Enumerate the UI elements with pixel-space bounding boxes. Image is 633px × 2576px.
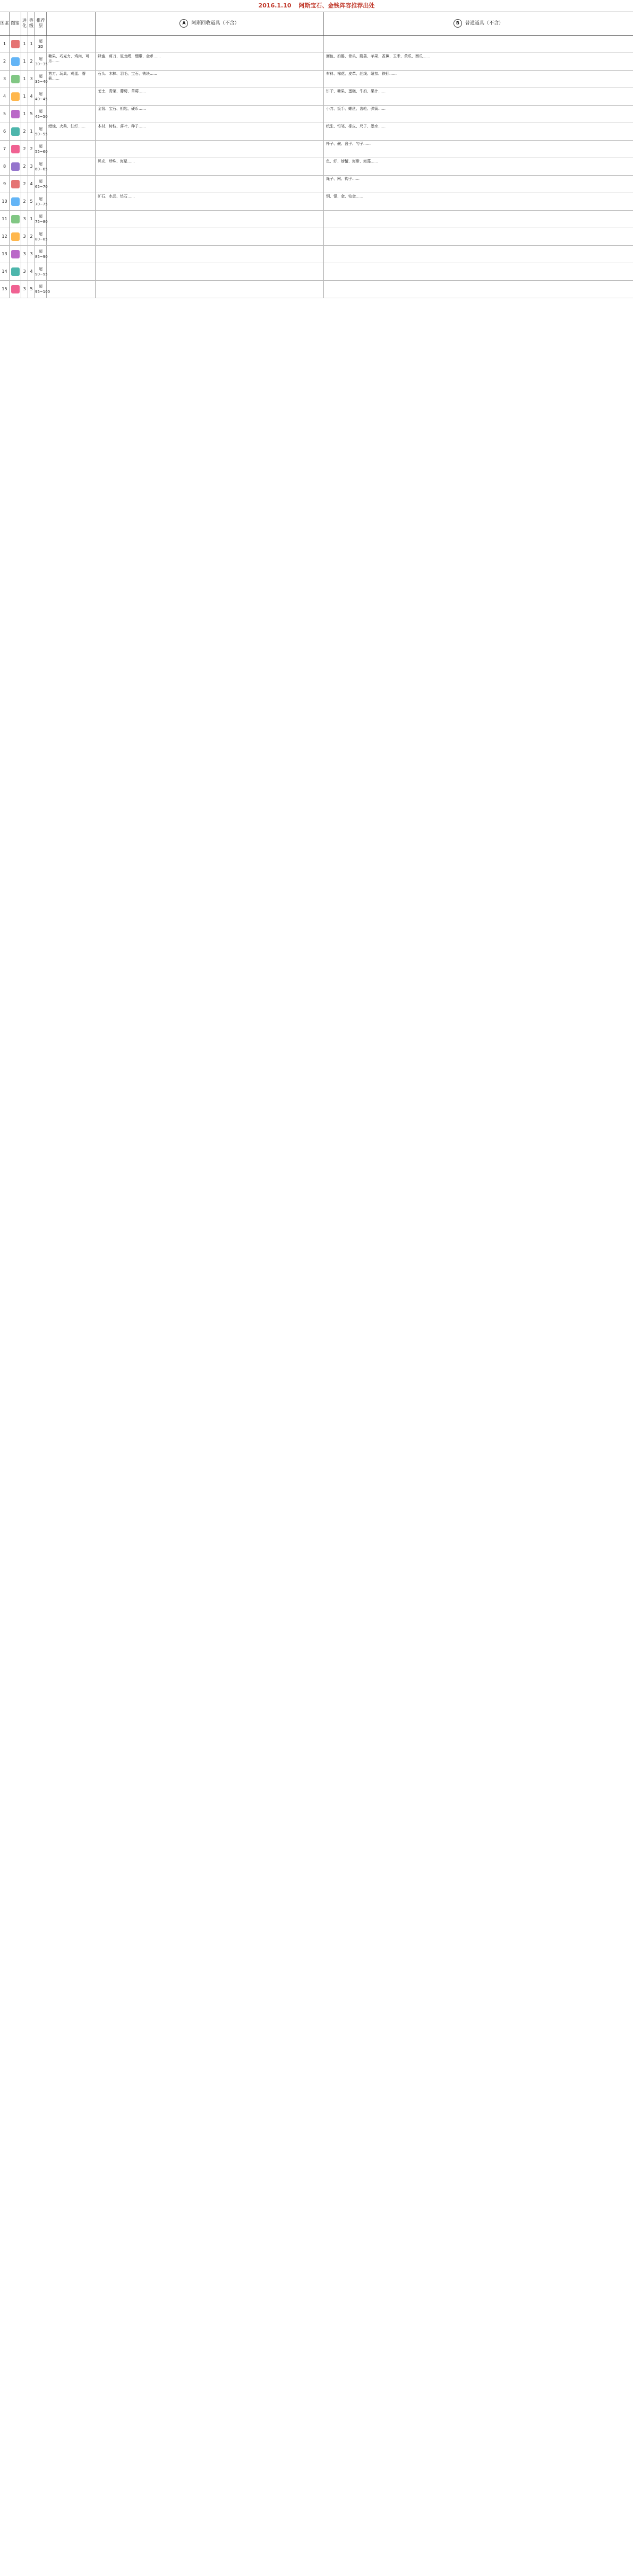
header-ext	[47, 12, 96, 35]
row-level: 3	[28, 158, 35, 175]
row-level: 1	[28, 211, 35, 228]
row-floor: 超 55~60	[35, 141, 47, 158]
row-num: 4	[0, 88, 10, 105]
row-num: 2	[0, 53, 10, 70]
character-icon	[11, 110, 20, 118]
row-normal-items	[324, 36, 633, 53]
row-extra	[47, 36, 96, 53]
row-extra	[47, 281, 96, 298]
table-row	[0, 53, 633, 71]
row-normal-items: 小刀、扳手、螺丝、齿轮、弹簧……	[326, 107, 386, 111]
row-evolution: 2	[21, 193, 28, 210]
row-evolution: 3	[21, 228, 28, 245]
row-num: 6	[0, 123, 10, 140]
row-floor: 超 70~75	[35, 193, 47, 210]
row-icon-cell	[10, 246, 21, 263]
row-extra	[47, 106, 96, 123]
row-floor: 超 50~55	[35, 123, 47, 140]
row-icon-cell	[10, 53, 21, 70]
row-retrieve-items	[96, 228, 324, 245]
row-evolution: 1	[21, 71, 28, 88]
row-normal-items	[324, 281, 633, 298]
row-retrieve-items: 芝士、青菜、葡萄、草莓……	[96, 88, 324, 105]
character-icon	[11, 250, 20, 258]
table-header	[0, 12, 633, 36]
row-floor: 超 90~95	[35, 263, 47, 280]
row-floor: 超 45~50	[35, 106, 47, 123]
row-num: 13	[0, 246, 10, 263]
row-evolution: 1	[21, 53, 28, 70]
row-icon-cell	[10, 176, 21, 193]
row-floor: 超 40~45	[35, 88, 47, 105]
row-retrieve-items: 金钱、宝石、钥匙、硬币……	[96, 106, 324, 123]
row-num: 10	[0, 193, 10, 210]
row-icon-cell	[10, 36, 21, 53]
row-extra	[47, 158, 96, 175]
row-retrieve-items	[96, 281, 324, 298]
table-row	[0, 176, 633, 193]
row-extra: 糖果、巧克力、鸡肉、可乐……	[47, 53, 96, 70]
row-floor: 超 3D	[35, 36, 47, 53]
header-num: 图鉴	[0, 12, 10, 35]
row-retrieve-items: 木材、树枝、落叶、种子……	[96, 123, 324, 140]
row-retrieve-items	[96, 246, 324, 263]
row-extra	[47, 176, 96, 193]
row-level: 2	[28, 53, 35, 70]
row-floor: 超 60~65	[35, 158, 47, 175]
row-retrieve-items	[96, 176, 324, 193]
character-icon	[11, 232, 20, 241]
marker-a-icon: A	[179, 19, 188, 28]
row-evolution: 3	[21, 211, 28, 228]
row-normal-items: 鱼、虾、螃蟹、海带、海藻……	[326, 159, 378, 163]
character-icon	[11, 40, 20, 48]
row-icon-cell	[10, 106, 21, 123]
row-extra	[47, 88, 96, 105]
character-icon	[11, 267, 20, 276]
table-row	[0, 106, 633, 123]
row-normal-items	[324, 263, 633, 280]
character-icon	[11, 180, 20, 188]
row-num: 8	[0, 158, 10, 175]
row-icon-cell	[10, 141, 21, 158]
row-evolution: 2	[21, 176, 28, 193]
header-retrieve	[96, 12, 324, 35]
table-row	[0, 88, 633, 106]
row-level: 4	[28, 88, 35, 105]
row-retrieve-items	[96, 141, 324, 158]
row-level: 4	[28, 263, 35, 280]
row-extra	[47, 211, 96, 228]
row-evolution: 3	[21, 281, 28, 298]
row-extra	[47, 193, 96, 210]
header-lv: 等级	[28, 12, 35, 35]
header-retrieve-label: 阿斯回收道具（不含）	[191, 21, 239, 26]
row-level: 4	[28, 176, 35, 193]
row-level: 2	[28, 141, 35, 158]
row-num: 1	[0, 36, 10, 53]
row-extra	[47, 263, 96, 280]
table-row	[0, 211, 633, 228]
row-normal-items: 铜、银、金、铂金……	[326, 194, 363, 198]
title-text: 阿斯宝石、金钱阵容推荐出处	[298, 2, 375, 9]
row-level: 2	[28, 228, 35, 245]
row-num: 7	[0, 141, 10, 158]
table-row	[0, 123, 633, 141]
table-row	[0, 193, 633, 211]
row-evolution: 3	[21, 246, 28, 263]
row-normal-items	[324, 228, 633, 245]
header-floor: 推荐层	[35, 12, 47, 35]
row-floor: 超 35~40	[35, 71, 47, 88]
character-icon	[11, 215, 20, 223]
row-level: 5	[28, 193, 35, 210]
row-num: 14	[0, 263, 10, 280]
character-icon	[11, 57, 20, 66]
row-floor: 超 95~100	[35, 281, 47, 298]
row-floor: 超 75~80	[35, 211, 47, 228]
row-level: 1	[28, 123, 35, 140]
row-extra	[47, 228, 96, 245]
row-normal-items: 杯子、碗、盘子、勺子……	[326, 142, 371, 146]
header-normal-label: 普通道具（不含）	[465, 21, 503, 26]
row-level: 3	[28, 71, 35, 88]
table-row	[0, 141, 633, 158]
character-icon	[11, 197, 20, 206]
row-extra	[47, 246, 96, 263]
row-floor: 超 80~85	[35, 228, 47, 245]
character-icon	[11, 285, 20, 293]
row-evolution: 1	[21, 36, 28, 53]
row-level: 5	[28, 106, 35, 123]
marker-b-icon: B	[454, 19, 462, 28]
row-retrieve-items: 矿石、水晶、钻石……	[96, 193, 324, 210]
title-date: 2016.1.10	[258, 2, 292, 9]
row-icon-cell	[10, 71, 21, 88]
character-icon	[11, 127, 20, 136]
row-retrieve-items: 蜂蜜、剪刀、尼龙绳、绷带、金币……	[96, 53, 324, 70]
row-normal-items	[324, 211, 633, 228]
row-floor: 超 85~90	[35, 246, 47, 263]
row-normal-items: 绳子、网、钩子……	[326, 177, 360, 181]
row-num: 12	[0, 228, 10, 245]
row-evolution: 2	[21, 158, 28, 175]
table-row	[0, 228, 633, 246]
table-row	[0, 246, 633, 263]
row-icon-cell	[10, 193, 21, 210]
row-num: 3	[0, 71, 10, 88]
table-row	[0, 281, 633, 298]
row-icon-cell	[10, 228, 21, 245]
header-icon: 图鉴	[10, 12, 21, 35]
character-icon	[11, 75, 20, 83]
row-retrieve-items	[96, 36, 324, 53]
row-evolution: 3	[21, 263, 28, 280]
row-normal-items: 饼干、糖果、蛋糕、牛奶、果汁……	[326, 89, 386, 93]
row-num: 11	[0, 211, 10, 228]
character-icon	[11, 145, 20, 153]
row-retrieve-items: 石头、木棒、羽毛、宝石、铁块……	[96, 71, 324, 88]
character-icon	[11, 162, 20, 171]
row-normal-items: 面包、奶酪、骨头、蘑菇、苹果、香蕉、玉米、黄瓜、西瓜……	[326, 54, 430, 58]
row-level: 3	[28, 246, 35, 263]
row-icon-cell	[10, 158, 21, 175]
table-row	[0, 263, 633, 281]
row-normal-items	[324, 246, 633, 263]
row-floor: 超 30~35	[35, 53, 47, 70]
header-cur: 进化	[21, 12, 28, 35]
row-extra: 剪刀、玩具、鸡蛋、蘑菇……	[47, 71, 96, 88]
row-extra: 蜡烛、火柴、油灯……	[47, 123, 96, 140]
row-icon-cell	[10, 211, 21, 228]
row-normal-items: 布料、棉花、皮革、丝线、纽扣、铁钉……	[326, 72, 397, 76]
row-level: 5	[28, 281, 35, 298]
table-row	[0, 158, 633, 176]
row-evolution: 2	[21, 123, 28, 140]
character-icon	[11, 92, 20, 101]
row-evolution: 1	[21, 88, 28, 105]
row-extra	[47, 141, 96, 158]
row-num: 5	[0, 106, 10, 123]
header-normal	[324, 12, 633, 35]
row-normal-items: 纸张、铅笔、橡皮、尺子、墨水……	[326, 124, 386, 128]
row-evolution: 2	[21, 141, 28, 158]
row-icon-cell	[10, 123, 21, 140]
row-evolution: 1	[21, 106, 28, 123]
table-row	[0, 71, 633, 88]
row-num: 15	[0, 281, 10, 298]
row-icon-cell	[10, 88, 21, 105]
row-icon-cell	[10, 263, 21, 280]
row-floor: 超 65~70	[35, 176, 47, 193]
page-title	[0, 0, 633, 12]
row-num: 9	[0, 176, 10, 193]
row-icon-cell	[10, 281, 21, 298]
row-retrieve-items	[96, 211, 324, 228]
row-retrieve-items	[96, 263, 324, 280]
table-row	[0, 36, 633, 53]
row-level: 1	[28, 36, 35, 53]
row-retrieve-items: 贝壳、珍珠、海星……	[96, 158, 324, 175]
